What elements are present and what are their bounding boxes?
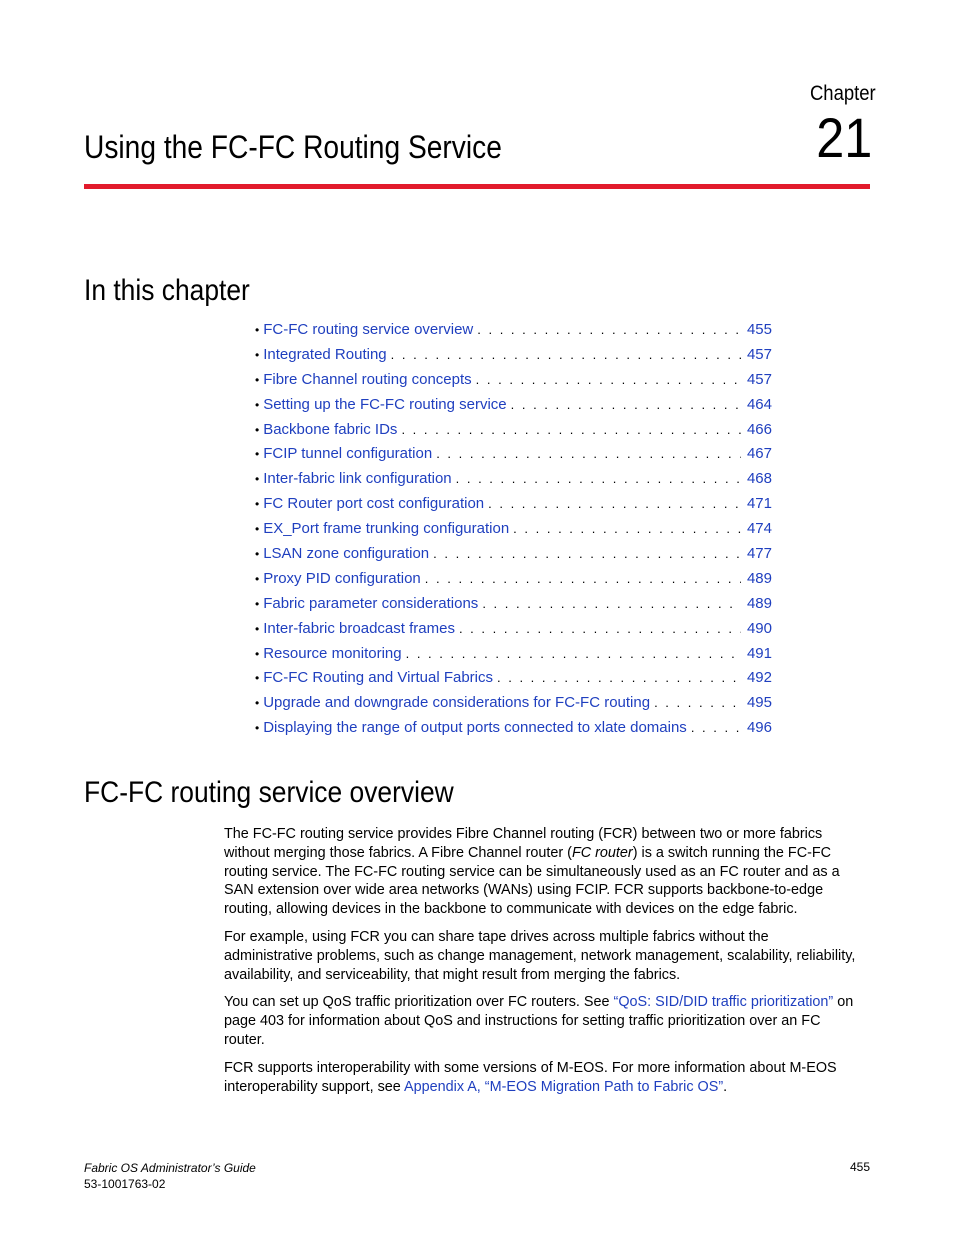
toc-link[interactable]: Setting up the FC-FC routing service	[263, 395, 507, 413]
leader-dots	[391, 347, 741, 362]
leader-dots	[654, 695, 741, 710]
toc-page[interactable]: 492	[746, 669, 772, 687]
toc-item[interactable]	[255, 595, 772, 620]
toc-item[interactable]	[255, 669, 772, 694]
toc-page[interactable]: 466	[746, 420, 772, 438]
toc-page[interactable]: 464	[746, 395, 772, 413]
toc-item[interactable]	[255, 620, 772, 645]
leader-dots	[691, 720, 741, 735]
toc-link[interactable]: Upgrade and downgrade considerations for FC-FC routing	[263, 694, 651, 712]
toc-page[interactable]: 468	[746, 470, 772, 488]
toc-item[interactable]	[255, 520, 772, 545]
leader-dots	[476, 372, 741, 387]
toc-page[interactable]: 495	[746, 694, 772, 712]
toc-link[interactable]: Fabric parameter considerations	[263, 594, 479, 612]
toc-page[interactable]: 489	[746, 594, 772, 612]
toc-link[interactable]: Fibre Channel routing concepts	[263, 370, 472, 388]
leader-dots	[433, 546, 741, 561]
toc-page[interactable]: 457	[746, 370, 772, 388]
bullet-icon: •	[255, 447, 260, 462]
leader-dots	[477, 322, 741, 337]
paragraph-text: .	[723, 1078, 728, 1095]
toc-page[interactable]: 477	[746, 545, 772, 563]
toc-item[interactable]	[255, 719, 772, 744]
qos-link[interactable]: “QoS: SID/DID traffic prioritization”	[613, 994, 834, 1011]
bullet-icon: •	[255, 372, 260, 387]
toc-item[interactable]	[255, 445, 772, 470]
toc-page[interactable]: 489	[746, 569, 772, 587]
bullet-icon: •	[255, 621, 260, 636]
footer-guide-title: Fabric OS Administrator’s Guide	[84, 1161, 256, 1175]
bullet-icon: •	[255, 671, 260, 686]
bullet-icon: •	[255, 347, 260, 362]
toc-item[interactable]	[255, 396, 772, 421]
paragraph-text: ) is a switch running the FC-FC routing service. The FC-FC routing service can be simultaneously used as an FC router and as a SAN extension over wide area networks (WANs) using FCIP. FCR supports backbone-to-edge routing, allowing devices in the backbone to communicate with devices on the edge fabric.	[224, 844, 840, 918]
bullet-icon: •	[255, 323, 260, 337]
leader-dots	[436, 446, 741, 461]
toc-link[interactable]: FC-FC Routing and Virtual Fabrics	[263, 669, 494, 687]
toc-page[interactable]: 491	[746, 644, 772, 662]
toc-link[interactable]: Inter-fabric link configuration	[263, 470, 452, 488]
toc-link[interactable]: LSAN zone configuration	[263, 545, 430, 563]
paragraph	[224, 993, 856, 1049]
toc-heading: In this chapter	[84, 274, 250, 307]
paragraph: For example, using FCR you can share tape drives across multiple fabrics without the administrative problems, such as change management, network management, scalability, reliability, availability, and serviceability, that might result from merging the fabrics.	[224, 928, 856, 983]
toc-list	[255, 321, 772, 744]
footer-page-number: 455	[849, 1160, 870, 1174]
overview-body	[224, 825, 856, 1105]
paragraph	[224, 825, 856, 919]
toc-item[interactable]	[255, 645, 772, 670]
toc-page[interactable]: 496	[746, 719, 772, 737]
paragraph-text: on page 403 for information about QoS and instructions for setting traffic prioritization over an FC router.	[224, 994, 854, 1048]
bullet-icon: •	[255, 497, 260, 512]
paragraph	[224, 1059, 856, 1097]
leader-dots	[482, 596, 741, 611]
toc-item[interactable]	[255, 470, 772, 495]
toc-item[interactable]	[255, 570, 772, 595]
toc-link[interactable]: Backbone fabric IDs	[263, 420, 398, 438]
leader-dots	[406, 646, 741, 661]
chapter-number: 21	[815, 106, 872, 169]
toc-link[interactable]: FC-FC routing service overview	[263, 321, 474, 338]
overview-heading: FC-FC routing service overview	[84, 776, 454, 809]
toc-page[interactable]: 471	[746, 495, 772, 513]
paragraph-text: FCR supports interoperability with some versions of M-EOS. For more information about M-EOS interoperability support, see	[224, 1059, 837, 1095]
toc-page[interactable]: 457	[746, 345, 772, 363]
toc-link[interactable]: FCIP tunnel configuration	[263, 445, 433, 463]
leader-dots	[497, 670, 741, 685]
leader-dots	[488, 496, 741, 511]
appendix-link[interactable]: Appendix A, “M-EOS Migration Path to Fabric OS”	[404, 1078, 724, 1095]
leader-dots	[459, 621, 741, 636]
toc-item[interactable]	[255, 346, 772, 371]
leader-dots	[401, 422, 741, 437]
chapter-label: Chapter	[810, 82, 876, 105]
leader-dots	[511, 397, 741, 412]
paragraph-text: The FC-FC routing service provides Fibre Channel routing (FCR) between two or more fabrics without merging those fabrics. A Fibre Channel router (	[224, 826, 823, 861]
toc-link[interactable]: EX_Port frame trunking configuration	[263, 520, 510, 538]
bullet-icon: •	[255, 721, 260, 736]
toc-item[interactable]	[255, 495, 772, 520]
toc-link[interactable]: Proxy PID configuration	[263, 569, 421, 587]
toc-link[interactable]: Resource monitoring	[263, 644, 402, 662]
chapter-rule	[84, 184, 870, 189]
leader-dots	[456, 471, 741, 486]
leader-dots	[513, 521, 741, 536]
bullet-icon: •	[255, 646, 260, 661]
toc-item[interactable]	[255, 371, 772, 396]
bullet-icon: •	[255, 522, 260, 537]
paragraph-text: You can set up QoS traffic prioritization over FC routers. See	[224, 994, 614, 1011]
bullet-icon: •	[255, 547, 260, 562]
toc-link[interactable]: Inter-fabric broadcast frames	[263, 619, 455, 637]
emphasis-text: FC router	[571, 844, 633, 861]
bullet-icon: •	[255, 696, 260, 711]
bullet-icon: •	[255, 397, 260, 412]
footer-doc-number: 53-1001763-02	[84, 1177, 166, 1191]
chapter-title: Using the FC-FC Routing Service	[84, 129, 502, 165]
toc-page[interactable]: 455	[746, 321, 772, 338]
bullet-icon: •	[255, 472, 260, 487]
toc-item[interactable]	[255, 321, 772, 346]
toc-item[interactable]	[255, 694, 772, 719]
bullet-icon: •	[255, 596, 260, 611]
toc-link[interactable]: Integrated Routing	[263, 345, 387, 363]
toc-item[interactable]	[255, 545, 772, 570]
bullet-icon: •	[255, 571, 260, 586]
toc-link[interactable]: FC Router port cost configuration	[263, 495, 485, 513]
footer-left	[84, 1160, 256, 1192]
toc-page[interactable]: 490	[746, 619, 772, 637]
toc-page[interactable]: 474	[746, 520, 772, 538]
bullet-icon: •	[255, 422, 260, 437]
toc-link[interactable]: Displaying the range of output ports connected to xlate domains	[263, 719, 687, 737]
toc-page[interactable]: 467	[746, 445, 772, 463]
toc-item[interactable]	[255, 421, 772, 446]
leader-dots	[425, 571, 741, 586]
